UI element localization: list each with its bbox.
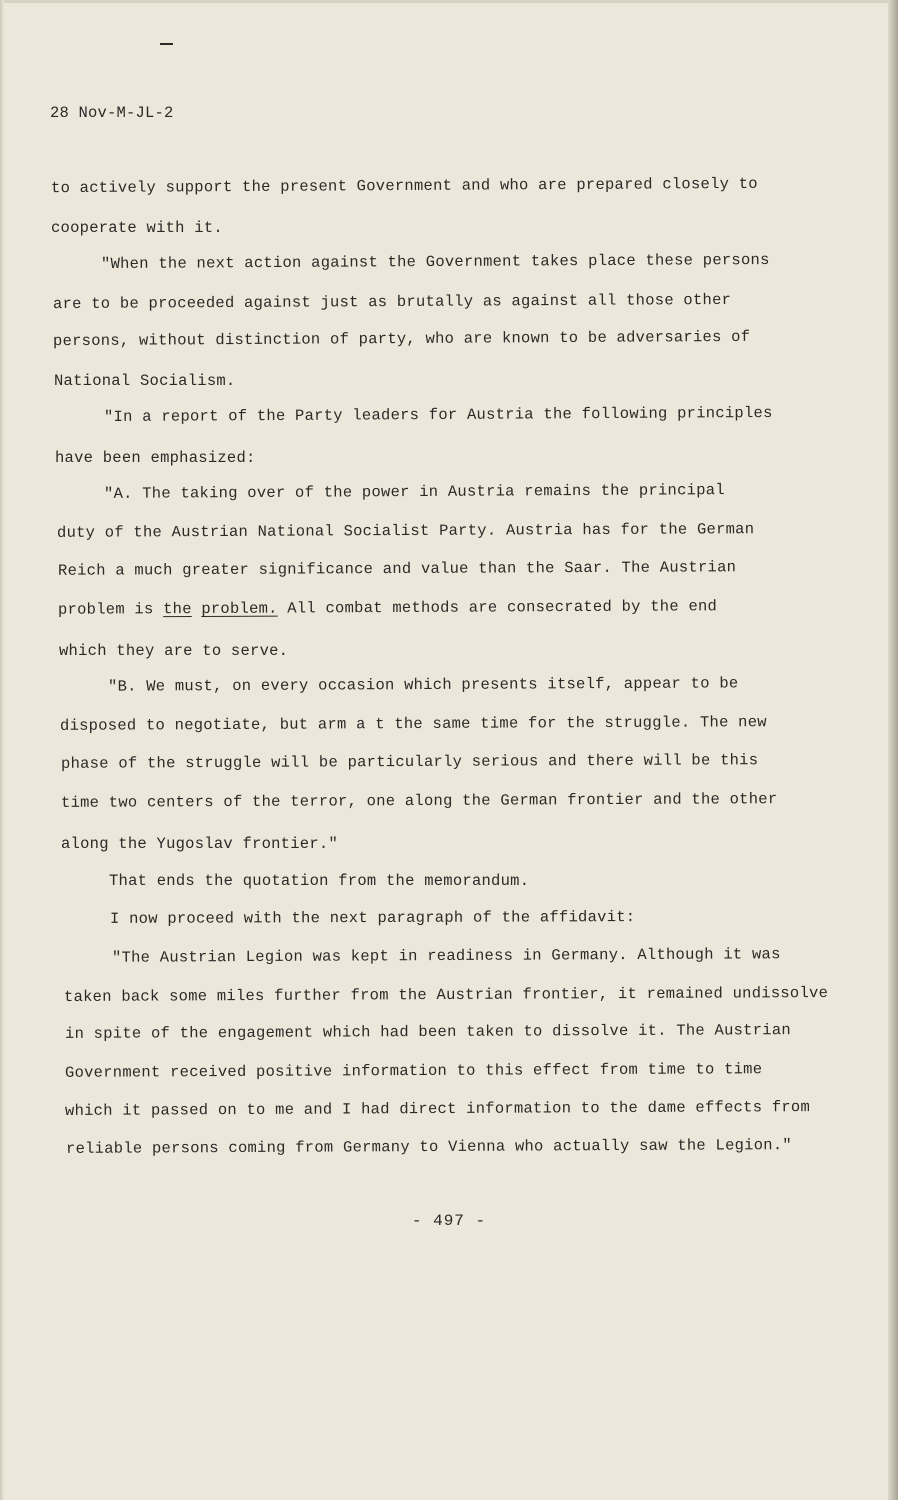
text-line: phase of the struggle will be particularly serious and there will be this [60,751,759,773]
text-line: disposed to negotiate, but arm a t the same time for the struggle. The new [59,713,767,735]
page-left-edge [0,0,4,1500]
text-line: which it passed on to me and I had direct information to the dame effects from [64,1098,811,1120]
text-line: which they are to serve. [59,642,289,660]
text-span: All combat methods are consecrated by the end [277,597,718,618]
text-line: along the Yugoslav frontier." [61,835,338,853]
text-line: National Socialism. [54,372,236,390]
text-line: "The Austrian Legion was kept in readiness in Germany. Although it was [111,945,781,967]
text-line: in spite of the engagement which had been taken to dissolve it. The Austrian [64,1021,791,1043]
text-line: "In a report of the Party leaders for Austria the following principles [103,403,773,427]
text-line: taken back some miles further from the Austrian frontier, it remained undissolve [63,983,829,1007]
underlined-text: problem. [201,599,278,618]
text-line: reliable persons coming from Germany to Vienna who actually saw the Legion." [65,1136,792,1158]
text-line: have been emphasized: [55,449,256,467]
text-line: That ends the quotation from the memorandum. [109,872,530,890]
text-line: Reich a much greater significance and value than the Saar. The Austrian [57,558,737,580]
page-number: - 497 - [411,1212,487,1230]
text-line: Government received positive information to this effect from time to time [64,1060,763,1082]
text-span [192,600,202,618]
text-line: "When the next action against the Government takes place these persons [100,250,770,274]
text-line: cooperate with it. [51,219,223,237]
text-line: "A. The taking over of the power in Austria remains the principal [103,481,725,503]
typed-dash-mark [160,43,173,45]
page-right-edge [888,0,898,1500]
underlined-text: the [163,600,192,619]
text-span: problem is [57,600,164,619]
text-line: to actively support the present Government and who are prepared closely to [50,174,758,198]
text-line: duty of the Austrian National Socialist Party. Austria has for the German [56,520,755,542]
text-line: time two centers of the terror, one along the German frontier and the other [60,790,778,812]
text-line: I now proceed with the next paragraph of the affidavit: [109,908,636,928]
document-reference: 28 Nov-M-JL-2 [50,104,174,122]
text-line: "B. We must, on every occasion which presents itself, appear to be [107,674,739,696]
page-top-edge [0,0,898,3]
text-line [58,597,717,618]
text-line: persons, without distinction of party, who are known to be adversaries of [52,327,751,351]
text-line: are to be proceeded against just as brutally as against all those other [52,290,732,314]
